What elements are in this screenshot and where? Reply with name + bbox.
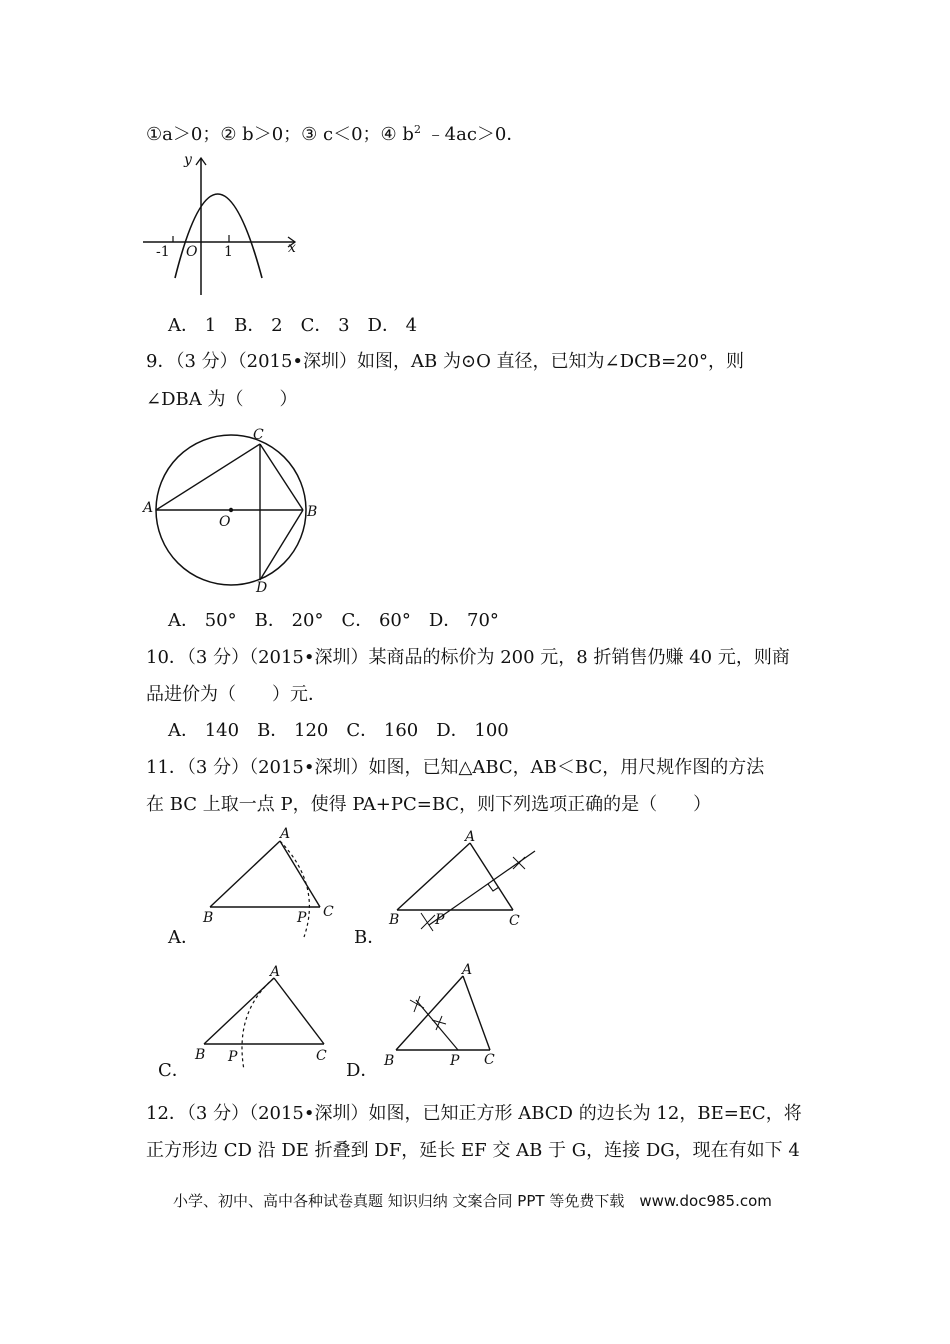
q11-option-a: A． xyxy=(168,927,199,948)
q8-exponent: 2 xyxy=(413,123,421,136)
q11-b-label-c: C xyxy=(509,913,520,929)
q11-c-label-c: C xyxy=(316,1048,327,1064)
q11-a-label-p: P xyxy=(297,910,307,926)
q10-options: A． 140 B． 120 C． 160 D． 100 xyxy=(168,720,509,741)
q8-statements-tail: ﹣4ac＞0． xyxy=(420,124,525,145)
q12-line1: 12．（3 分）（2015•深圳）如图，已知正方形 ABCD 的边长为 12，BE=EC，将 xyxy=(146,1103,802,1124)
q9-label-b: B xyxy=(307,504,318,520)
q9-circle-figure xyxy=(140,420,320,600)
q11-a-label-b: B xyxy=(203,910,214,926)
q9-options: A． 50° B． 20° C． 60° D． 70° xyxy=(168,610,499,631)
q11-option-b: B． xyxy=(354,927,386,948)
q8-parabola-figure xyxy=(140,150,310,300)
q9-line1: 9．（3 分）（2015•深圳）如图，AB 为⊙O 直径，已知为∠DCB=20°，则 xyxy=(146,351,745,372)
q11-line1: 11．（3 分）（2015•深圳）如图，已知△ABC，AB＜BC，用尺规作图的方法 xyxy=(146,757,765,778)
q8-origin-label: O xyxy=(186,244,198,260)
q11-d-label-c: C xyxy=(484,1052,495,1068)
q11-figure-d xyxy=(378,958,518,1073)
q8-statements xyxy=(146,118,524,147)
q11-b-label-p: P xyxy=(435,912,445,928)
page-footer: 小学、初中、高中各种试卷真题 知识归纳 文案合同 PPT 等免费下载 www.doc985.com xyxy=(173,1192,772,1210)
q8-statements-text: ①a＞0；② b＞0；③ c＜0；④ b xyxy=(146,124,414,145)
q9-line2: ∠DBA 为（ ） xyxy=(146,389,298,410)
q11-b-label-b: B xyxy=(389,912,400,928)
q8-x-label: x xyxy=(288,240,296,256)
q11-option-d: D． xyxy=(346,1060,379,1081)
q9-label-a: A xyxy=(143,500,154,516)
q8-options: A． 1 B． 2 C． 3 D． 4 xyxy=(168,315,418,336)
q8-y-label: y xyxy=(184,152,192,168)
q11-a-label-c: C xyxy=(323,904,334,920)
q11-c-label-a: A xyxy=(270,964,281,980)
q8-neg1-label: -1 xyxy=(156,244,170,260)
q9-label-o: O xyxy=(219,514,231,530)
q11-d-label-p: P xyxy=(450,1053,460,1069)
q11-c-label-p: P xyxy=(228,1049,238,1065)
q12-line2: 正方形边 CD 沿 DE 折叠到 DF，延长 EF 交 AB 于 G，连接 DG，现在有如下 4 xyxy=(146,1140,800,1161)
q11-d-label-b: B xyxy=(384,1053,395,1069)
q11-d-label-a: A xyxy=(462,962,473,978)
q11-option-c: C． xyxy=(158,1060,190,1081)
q9-label-c: C xyxy=(253,427,264,443)
q11-figure-a xyxy=(200,825,350,940)
q11-c-label-b: B xyxy=(195,1047,206,1063)
q11-figure-c xyxy=(190,962,340,1074)
q10-line2: 品进价为（ ）元． xyxy=(146,684,326,705)
q9-label-d: D xyxy=(256,580,268,596)
q10-line1: 10．（3 分）（2015•深圳）某商品的标价为 200 元，8 折销售仍赚 40 元，则商 xyxy=(146,647,790,668)
q8-one-label: 1 xyxy=(224,244,233,260)
q11-a-label-a: A xyxy=(280,826,291,842)
q11-b-label-a: A xyxy=(465,829,476,845)
q11-line2: 在 BC 上取一点 P，使得 PA+PC=BC，则下列选项正确的是（ ） xyxy=(146,794,712,815)
q11-figure-b xyxy=(385,825,545,940)
